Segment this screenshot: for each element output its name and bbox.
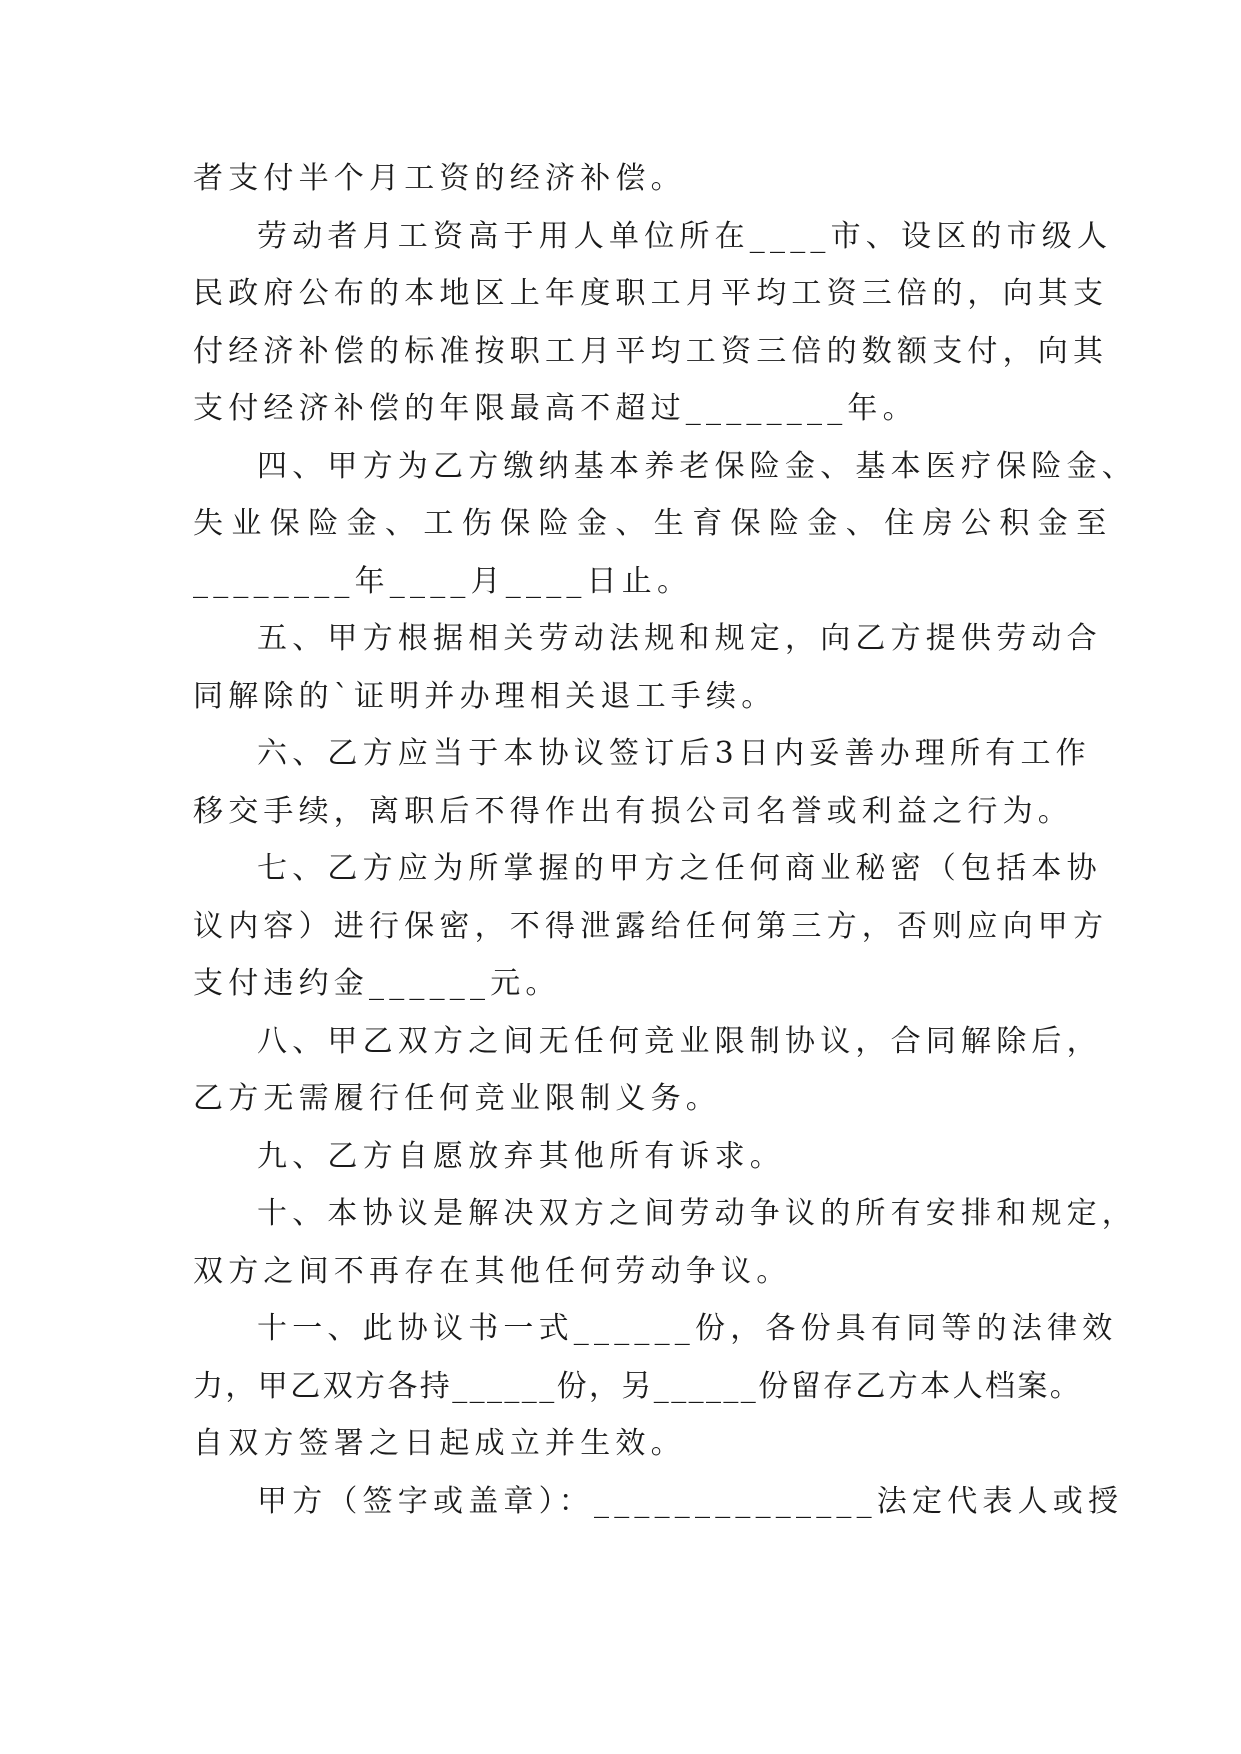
- text-line-16: 八、甲乙双方之间无任何竞业限制协议，合同解除后，: [257, 1023, 1102, 1059]
- text-line-21: 十一、此协议书一式______份，各份具有同等的法律效: [257, 1311, 1118, 1346]
- text-line-9: 五、甲方根据相关劳动法规和规定，向乙方提供劳动合: [257, 621, 1102, 656]
- text-line-12: 移交手续，离职后不得作出有损公司名誉或利益之行为。: [193, 793, 1073, 829]
- text-line-14: 议内容）进行保密，不得泄露给任何第三方，否则应向甲方: [193, 908, 1109, 944]
- text-line-24: 甲方（签字或盖章）：______________法定代表人或授: [257, 1483, 1124, 1519]
- text-line-2: 劳动者月工资高于用人单位所在____市、设区的市级人: [257, 218, 1113, 254]
- text-line-5: 支付经济补偿的年限最高不超过________年。: [193, 391, 918, 426]
- text-line-13: 七、乙方应为所掌握的甲方之任何商业秘密（包括本协: [257, 851, 1102, 886]
- text-line-20: 双方之间不再存在其他任何劳动争议。: [193, 1253, 792, 1289]
- text-line-3: 民政府公布的本地区上年度职工月平均工资三倍的，向其支: [193, 276, 1109, 311]
- text-line-17: 乙方无需履行任何竞业限制义务。: [193, 1081, 721, 1116]
- text-line-1: 者支付半个月工资的经济补偿。: [193, 161, 686, 196]
- text-line-8: ________年____月____日止。: [193, 563, 693, 599]
- text-line-6: 四、甲方为乙方缴纳基本养老保险金、基本医疗保险金、: [257, 448, 1137, 484]
- text-line-19: 十、本协议是解决双方之间劳动争议的所有安排和规定，: [257, 1196, 1137, 1231]
- text-line-22: 力，甲乙双方各持______份，另______份留存乙方本人档案。: [193, 1368, 1083, 1404]
- text-line-7: 失业保险金、工伤保险金、生育保险金、住房公积金至: [193, 506, 1115, 541]
- text-line-15: 支付违约金______元。: [193, 966, 561, 1001]
- text-line-23: 自双方签署之日起成立并生效。: [193, 1426, 686, 1461]
- text-line-10: 同解除的`证明并办理相关退工手续。: [193, 678, 777, 714]
- text-line-18: 九、乙方自愿放弃其他所有诉求。: [257, 1138, 785, 1174]
- document-body: [193, 150, 1137, 1530]
- text-line-4: 付经济补偿的标准按职工月平均工资三倍的数额支付，向其: [193, 333, 1109, 369]
- text-line-11: 六、乙方应当于本协议签订后3日内妥善办理所有工作: [257, 736, 1091, 771]
